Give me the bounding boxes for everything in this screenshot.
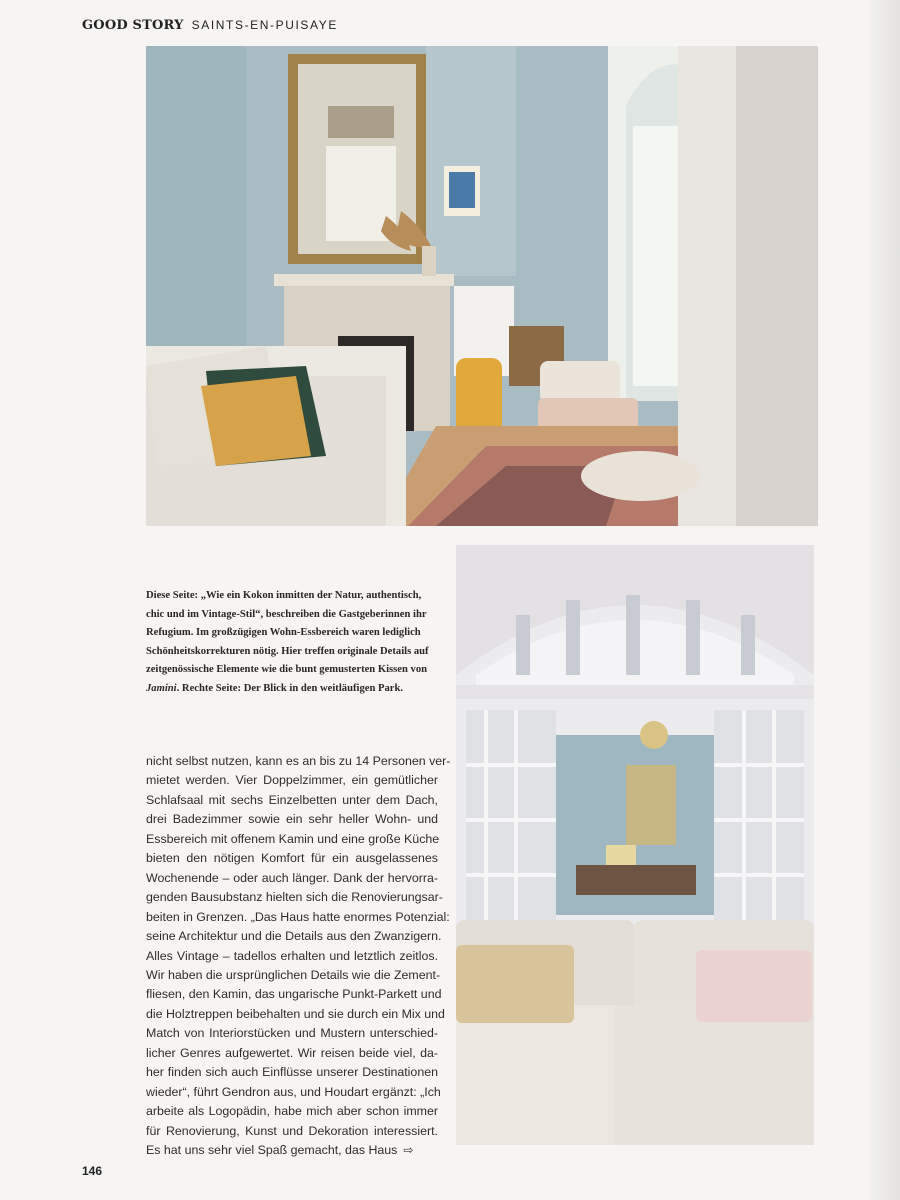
- body-text-line: wieder“, führt Gendron aus, und Houdart ergänzt: „Ich: [146, 1084, 441, 1099]
- body-text-line: her finden sich auch Einflüsse unserer Destinationen: [146, 1065, 438, 1080]
- page-edge-shadow: [870, 0, 900, 1200]
- body-text-line: arbeite als Logopädin, habe mich aber schon immer: [146, 1104, 438, 1119]
- body-text-line: Match von Interiorstücken und Mustern unterschied-: [146, 1026, 438, 1041]
- caption-text-part2: . Rechte Seite: Der Blick in den weitläufigen Park.: [176, 682, 403, 694]
- body-text-line: bieten den nötigen Komfort für ein ausgelassenes: [146, 851, 438, 866]
- body-text-line: Es hat uns sehr viel Spaß gemacht, das Haus ⇨: [146, 1141, 438, 1160]
- caption-brand-name: Jamini: [146, 682, 177, 694]
- section-location: SAINTS-EN-PUISAYE: [191, 18, 338, 32]
- body-text-line: die Holztreppen beibehalten und sie durch ein Mix und: [146, 1006, 445, 1021]
- body-text-line: Wir haben die ursprünglichen Details wie die Zement-: [146, 967, 441, 982]
- body-text-line: Essbereich mit offenem Kamin und eine große Küche: [146, 831, 440, 846]
- park-view-photo: [456, 545, 814, 1145]
- running-header: [82, 18, 338, 40]
- caption-text-part1: Diese Seite: „Wie ein Kokon inmitten der Natur, authentisch, chic und im Vintage-Stil“, beschreiben die Gastgeberinnen ihr Refugium. Im großzügigen Wohn-Essbereich waren lediglich Schönheitskorrekturen nötig. Hier treffen originale Details auf zeitgenössische Elemente wie die bunt gemusterten Kissen von: [146, 590, 429, 676]
- body-text-line: für Renovierung, Kunst und Dekoration interessiert.: [146, 1123, 438, 1138]
- body-text-line: Wochenende – oder auch länger. Dank der hervorra-: [146, 870, 438, 885]
- body-text-line: seine Architektur und die Details aus den Zwanzigern.: [146, 929, 442, 944]
- body-text-line: Alles Vintage – tadellos erhalten und letztlich zeitlos.: [146, 948, 438, 963]
- body-text-line: nicht selbst nutzen, kann es an bis zu 14 Personen ver-: [146, 754, 451, 768]
- body-text-line: drei Badezimmer sowie ein sehr heller Wohn- und: [146, 812, 438, 827]
- body-text-line: fliesen, den Kamin, das ungarische Punkt-Parkett und: [146, 987, 442, 1002]
- page-number: 146: [82, 1164, 103, 1178]
- body-text-line: beiten in Grenzen. „Das Haus hatte enormes Potenzial:: [146, 909, 450, 924]
- body-text-line: licher Genres aufgewertet. Wir reisen beide viel, da-: [146, 1045, 438, 1060]
- body-text-line: mietet werden. Vier Doppelzimmer, ein gemütlicher: [146, 773, 438, 788]
- body-text-line: Schlafsaal mit sechs Einzelbetten unter dem Dach,: [146, 792, 438, 807]
- arrow-right-icon: ⇨: [403, 1143, 414, 1158]
- body-text-line: genden Bausubstanz hielten sich die Renovierungsar-: [146, 890, 443, 905]
- article-body-text: [146, 752, 451, 1161]
- photo-caption: [146, 587, 436, 699]
- magazine-section-brand: GOOD STORY: [82, 18, 184, 33]
- living-room-photo: [146, 46, 818, 526]
